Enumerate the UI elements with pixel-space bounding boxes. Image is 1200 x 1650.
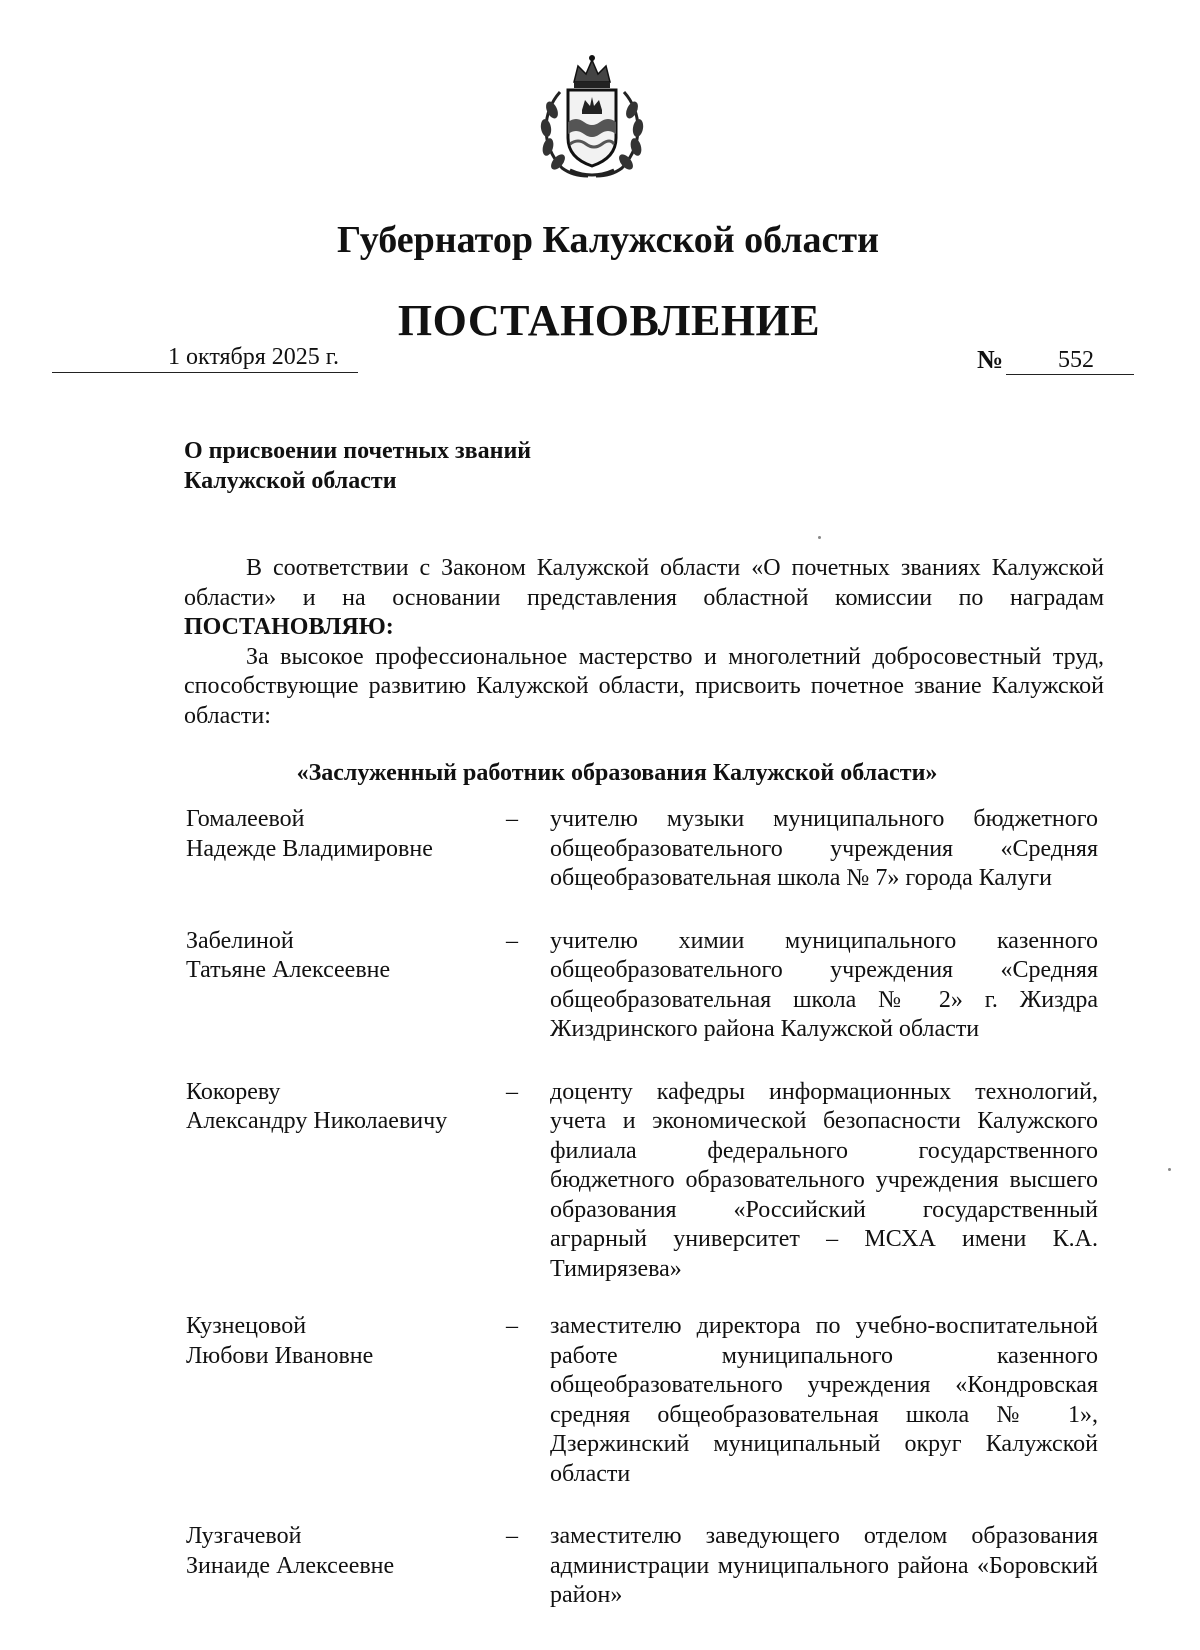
recipient-row (186, 1522, 1104, 1611)
separator-dash: – (506, 1313, 518, 1339)
subject-line-2: Калужской области (184, 468, 397, 494)
recipient-position: заместителю директора по учебно-воспитательной работе муниципального казенного общеобразовательного учреждения «Кондровская средняя общеобразовательная школа № 1», Дзержинский муниципальный округ Калужской области (550, 1313, 1098, 1487)
separator-dash: – (506, 1078, 518, 1105)
document-type-title: ПОСТАНОВЛЕНИЕ (397, 296, 821, 345)
recipient-surname: Забелиной (186, 927, 294, 954)
separator-dash: – (506, 1523, 518, 1549)
separator-dash: – (506, 806, 518, 832)
recipient-given-names: Любови Ивановне (186, 1342, 374, 1369)
number-label: № (977, 345, 1004, 374)
award-title: «Заслуженный работник образования Калужской области» (296, 760, 938, 786)
number-underline (1006, 374, 1134, 375)
recipient-row (186, 1312, 1104, 1489)
recipient-surname: Кокореву (186, 1078, 281, 1105)
decree-keyword: ПОСТАНОВЛЯЮ: (184, 614, 394, 640)
recipient-position: доценту кафедры информационных технологий, учета и экономической безопасности Калужского филиала федерального государственного бюджетного образовательного учреждения высшего образования «Российский государственный аграрный университет – МСХА имени К.А. Тимирязева» (550, 1078, 1098, 1282)
preamble-paragraph-1 (184, 554, 1104, 643)
recipient-row (186, 805, 1104, 894)
recipient-name (186, 1522, 506, 1611)
recipient-row (186, 1078, 1104, 1285)
scan-speck (818, 536, 821, 539)
document-date: 1 октября 2025 г. (168, 344, 339, 370)
recipient-name (186, 927, 506, 1045)
preamble-text: В соответствии с Законом Калужской области «О почетных званиях Калужской области» и на основании представления областной комиссии по наградам (184, 555, 1104, 611)
recipient-position: учителю химии муниципального казенного общеобразовательного учреждения «Средняя общеобразовательная школа № 2» г. Жиздра Жиздринского района Калужской области (550, 927, 1098, 1042)
recipient-position: заместителю заведующего отделом образования администрации муниципального района «Боровский район» (550, 1523, 1098, 1608)
subject-line-1: О присвоении почетных званий (184, 438, 532, 464)
document-subject (184, 436, 531, 496)
recipient-surname: Лузгачевой (186, 1523, 302, 1549)
preamble-paragraph-2: За высокое профессиональное мастерство и многолетний добросовестный труд, способствующие развитию Калужской области, присвоить почетное звание Калужской области: (184, 643, 1104, 729)
recipient-surname: Кузнецовой (186, 1313, 307, 1339)
coat-of-arms-emblem (530, 52, 654, 180)
recipient-given-names: Татьяне Алексеевне (186, 957, 391, 983)
recipient-row (186, 927, 1104, 1045)
separator-dash: – (506, 927, 518, 954)
recipient-list (186, 805, 1104, 1644)
recipient-surname: Гомалеевой (186, 806, 305, 832)
document-number: 552 (1058, 347, 1094, 373)
recipient-name (186, 1312, 506, 1489)
preamble (184, 554, 1104, 731)
date-underline (52, 372, 358, 373)
recipient-given-names: Зинаиде Алексеевне (186, 1552, 395, 1579)
issuing-authority: Губернатор Калужской области (337, 219, 879, 261)
scan-speck (1168, 1168, 1171, 1171)
recipient-name (186, 1078, 506, 1285)
recipient-position: учителю музыки муниципального бюджетного общеобразовательного учреждения «Средняя общеобразовательная школа № 7» города Калуги (550, 806, 1098, 891)
recipient-given-names: Александру Николаевичу (186, 1108, 448, 1134)
recipient-name (186, 805, 506, 894)
recipient-given-names: Надежде Владимировне (186, 835, 433, 862)
